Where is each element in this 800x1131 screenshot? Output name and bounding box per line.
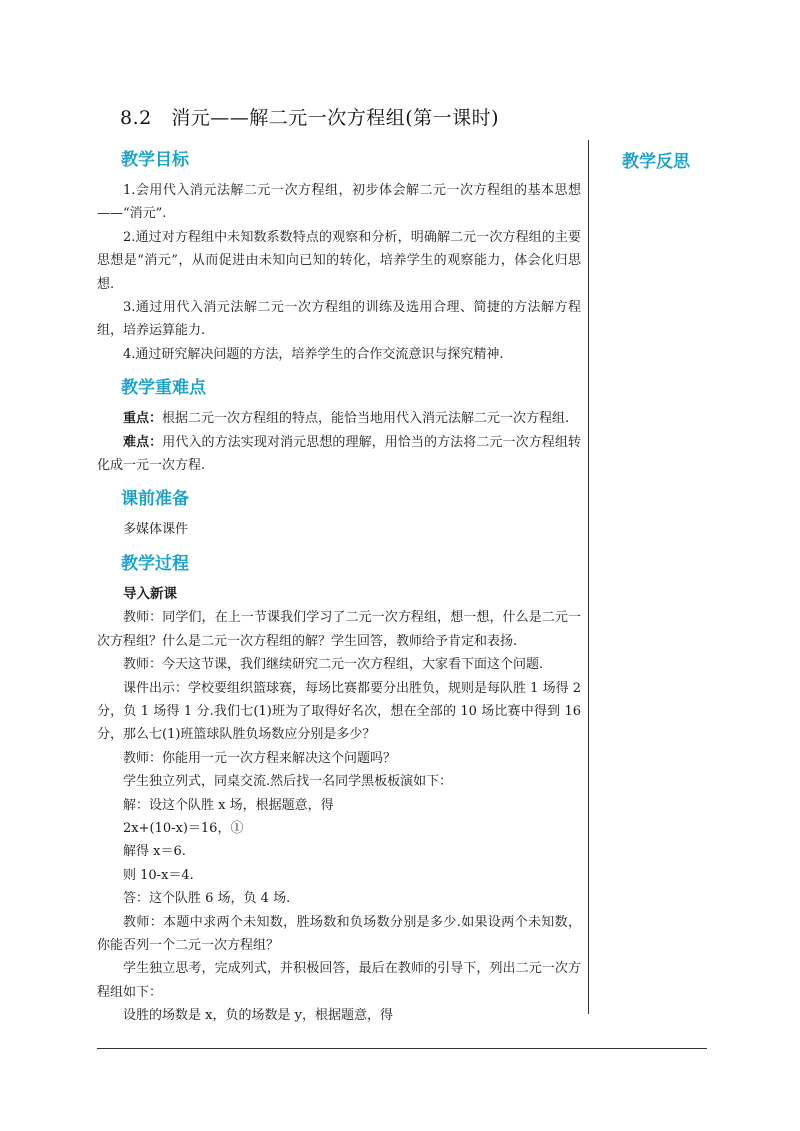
process-heading: 教学过程: [121, 553, 189, 574]
prep-heading: 课前准备: [121, 489, 189, 510]
focus-paragraph: [97, 407, 581, 430]
process-paragraph: 学生独立列式，同桌交流.然后找一名同学黑板板演如下：: [123, 774, 453, 790]
difficulty-text: 用代入的方法实现对消元思想的理解，用恰当的方法将二元一次方程组转化成一元一次方程.: [97, 434, 581, 474]
goals-heading: 教学目标: [121, 150, 189, 170]
page-title: 8.2 消元——解二元一次方程组(第一课时): [120, 107, 500, 129]
equation-line: 则 10-x＝4.: [123, 867, 194, 883]
goal-item: 4.通过研究解决问题的方法，培养学生的合作交流意识与探究精神.: [123, 346, 504, 362]
reflection-heading: 教学反思: [622, 152, 690, 172]
column-divider: [588, 140, 589, 1014]
prep-text: 多媒体课件: [123, 522, 189, 538]
process-paragraph: 学生独立思考，完成列式，并积极回答，最后在教师的引导下，列出二元一次方程组如下：: [97, 961, 581, 1000]
goal-item: 2.通过对方程组中未知数系数特点的观察和分析，明确解二元一次方程组的主要思想是“消元”，从而促进由未知向已知的转化，培养学生的观察能力，体会化归思想.: [97, 229, 581, 292]
difficulty-paragraph: [97, 431, 581, 478]
footer-rule: [97, 1048, 707, 1049]
focus-text: 根据二元一次方程组的特点，能恰当地用代入消元法解二元一次方程组.: [162, 411, 570, 427]
goal-item: 3.通过用代入消元法解二元一次方程组的训练及选用合理、简捷的方法解方程组，培养运算能力.: [97, 300, 581, 339]
intro-subheading: 导入新课: [123, 585, 177, 602]
focus-label: 重点：: [123, 411, 163, 427]
equation-line: 2x+(10-x)＝16，①: [123, 820, 244, 836]
key-points-heading: 教学重难点: [121, 378, 206, 399]
process-paragraph: 设胜的场数是 x，负的场数是 y，根据题意，得: [123, 1008, 393, 1024]
process-paragraph: 答：这个队胜 6 场，负 4 场.: [123, 891, 291, 907]
main-content: [97, 147, 581, 1028]
equation-line: 解得 x＝6.: [123, 844, 186, 860]
difficulty-label: 难点：: [123, 434, 163, 450]
process-paragraph: 解：设这个队胜 x 场，根据题意，得: [123, 797, 334, 813]
process-paragraph: 教师：本题中求两个未知数，胜场数和负场数分别是多少.如果设两个未知数，你能否列一个二元一次方程组？: [97, 914, 581, 953]
goal-item: 1.会用代入消元法解二元一次方程组，初步体会解二元一次方程组的基本思想——“消元”.: [97, 183, 581, 222]
process-paragraph: 教师：同学们，在上一节课我们学习了二元一次方程组，想一想，什么是二元一次方程组？什么是二元一次方程组的解？学生回答，教师给予肯定和表扬.: [97, 610, 581, 649]
process-paragraph: 教师：你能用一元一次方程来解决这个问题吗？: [123, 750, 397, 766]
process-paragraph: 课件出示：学校要组织篮球赛，每场比赛都要分出胜负，规则是每队胜 1 场得 2 分，负 1 场得 1 分.我们七(1)班为了取得好名次，想在全部的 10 场比赛中得到 16 分，那么七(1)班篮球队胜负场数应分别是多少？: [97, 680, 581, 743]
process-paragraph: 教师：今天这节课，我们继续研究二元一次方程组，大家看下面这个问题.: [123, 657, 544, 673]
